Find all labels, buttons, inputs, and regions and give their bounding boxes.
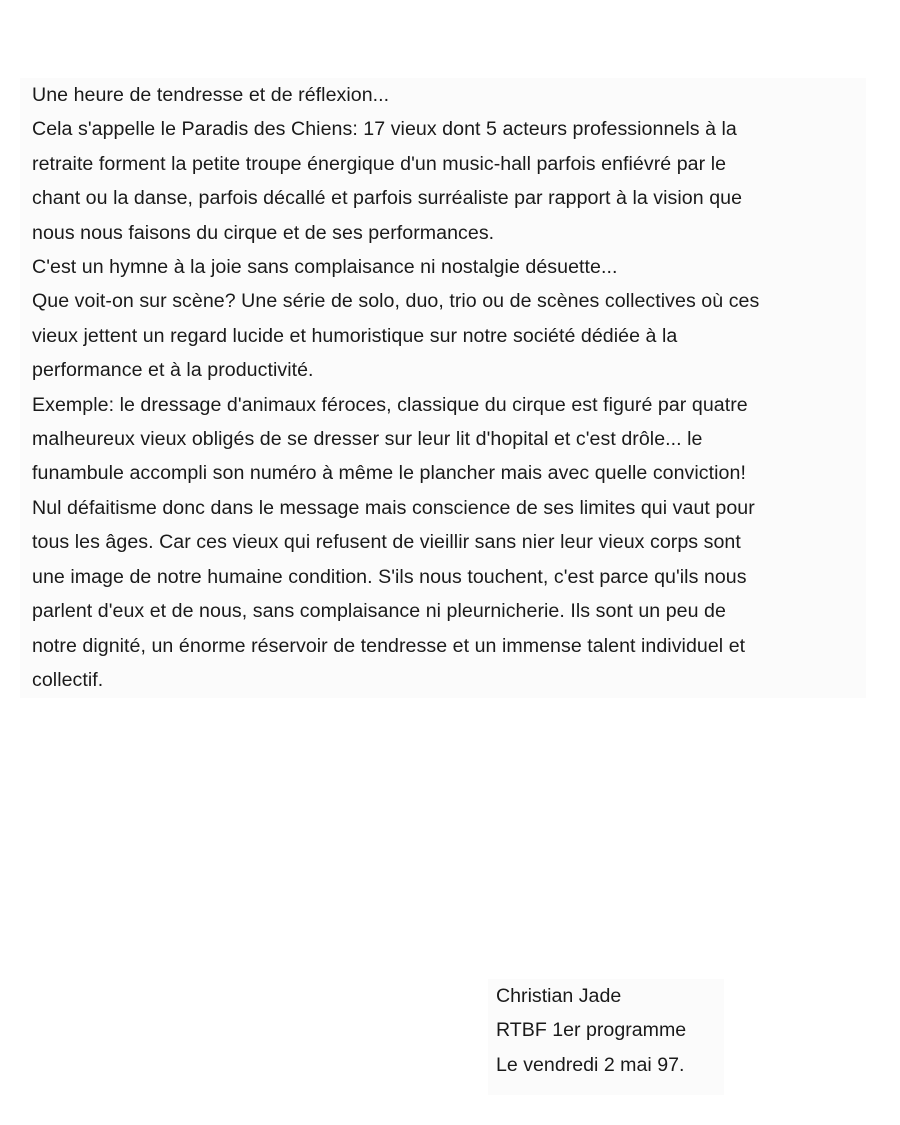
signature-block [488,979,724,1095]
body-line: tous les âges. Car ces vieux qui refusent de vieillir sans nier leur vieux corps sont [32,531,741,554]
body-line: nous nous faisons du cirque et de ses performances. [32,221,495,244]
signature-date: Le vendredi 2 mai 97. [496,1053,685,1076]
body-line: Une heure de tendresse et de réflexion... [32,84,390,106]
body-line: Que voit-on sur scène? Une série de solo, duo, trio ou de scènes collectives où ces [32,290,760,313]
signature-author: Christian Jade [496,985,622,1007]
review-body [20,78,866,698]
body-line: une image de notre humaine condition. S'ils nous touchent, c'est parce qu'ils nous [32,565,747,588]
body-line: notre dignité, un énorme réservoir de tendresse et un immense talent individuel et [32,634,746,657]
body-line: Nul défaitisme donc dans le message mais conscience de ses limites qui vaut pour [32,496,755,519]
body-line: C'est un hymne à la joie sans complaisance ni nostalgie désuette... [32,256,618,279]
body-line: chant ou la danse, parfois décallé et parfois surréaliste par rapport à la vision que [32,187,743,210]
body-line: retraite forment la petite troupe énergique d'un music-hall parfois enfiévré par le [32,152,727,175]
signature-station: RTBF 1er programme [496,1019,687,1042]
body-line: collectif. [32,668,104,691]
body-line: parlent d'eux et de nous, sans complaisance ni pleurnicherie. Ils sont un peu de [32,600,726,623]
body-line: performance et à la productivité. [32,359,314,382]
body-line: funambule accompli son numéro à même le plancher mais avec quelle conviction! [32,462,746,485]
body-line: Exemple: le dressage d'animaux féroces, classique du cirque est figuré par quatre [32,393,748,416]
body-line: Cela s'appelle le Paradis des Chiens: 17 vieux dont 5 acteurs professionnels à la [32,118,737,141]
body-line: vieux jettent un regard lucide et humoristique sur notre société dédiée à la [32,324,678,347]
body-line: malheureux vieux obligés de se dresser sur leur lit d'hopital et c'est drôle... le [32,428,703,451]
